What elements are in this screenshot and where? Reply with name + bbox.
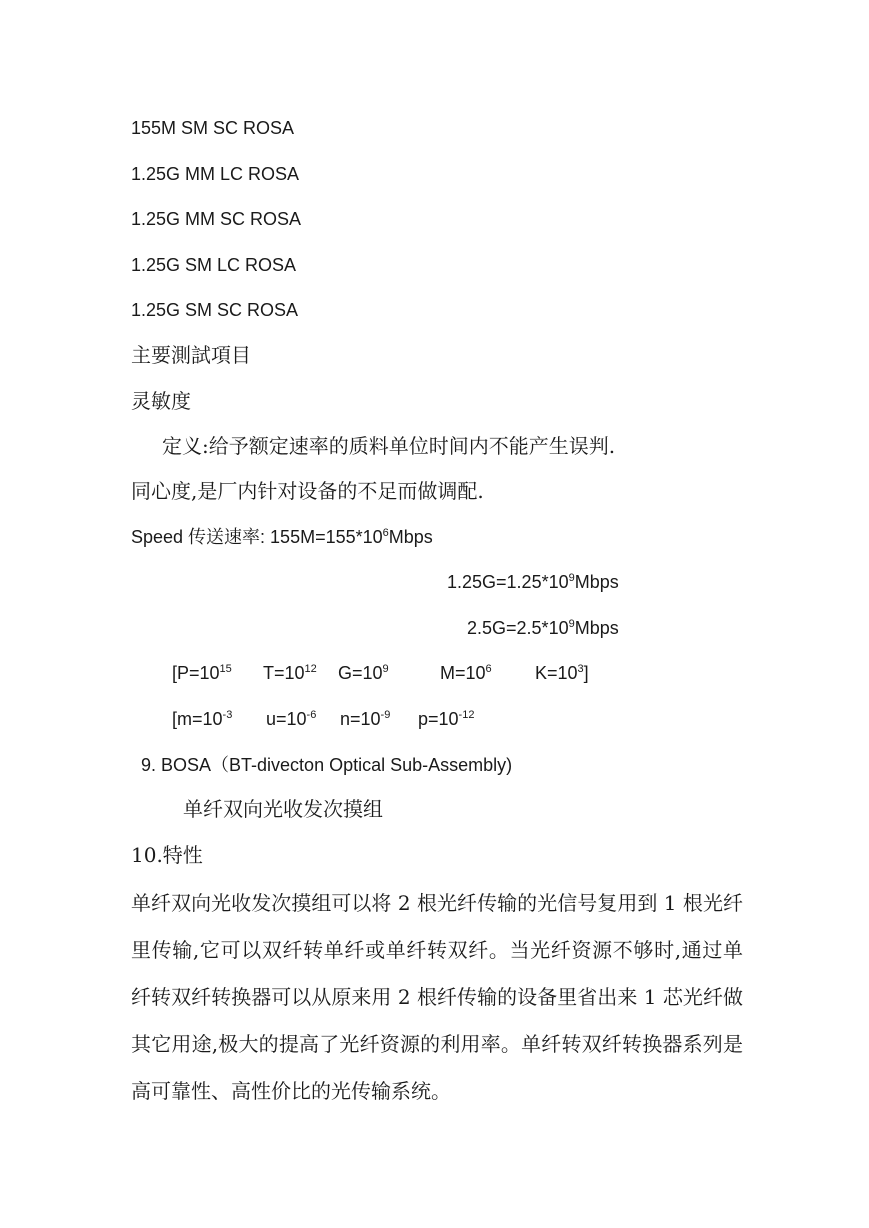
product-line-5: 1.25G SM SC ROSA bbox=[131, 300, 299, 320]
prefix-giga: $G=10^9$ bbox=[338, 663, 389, 683]
test-items-heading: 主要測試項目 bbox=[131, 343, 251, 367]
prefix-pico: $p=10^{-12}$ bbox=[418, 709, 475, 729]
speed-exp-3: 9 bbox=[568, 618, 575, 630]
speed-base-2: 1.25G=1.25*10 bbox=[447, 572, 569, 592]
speed-label: Speed 传送速率: 155M=155*10 bbox=[131, 527, 383, 547]
product-line-1: 155M SM SC ROSA bbox=[131, 118, 295, 138]
prefix-tera: $T=10^{12}$ bbox=[263, 663, 317, 683]
speed-line-3 bbox=[467, 616, 619, 640]
speed-unit-2: Mbps bbox=[574, 572, 619, 592]
speed-exp-2: 9 bbox=[568, 572, 575, 584]
speed-base-3: 2.5G=2.5*10 bbox=[467, 618, 569, 638]
speed-unit-3: Mbps bbox=[574, 618, 619, 638]
product-line-4: 1.25G SM LC ROSA bbox=[131, 255, 297, 275]
sensitivity-heading: 灵敏度 bbox=[131, 389, 191, 413]
features-paragraph: 单纤双向光收发次摸组可以将 2 根光纤传输的光信号复用到 1 根光纤里传输,它可以双纤转单纤或单纤转双纤。当光纤资源不够时,通过单纤转双纤转换器可以从原来用 2 根纤传输的设备里省出来 1 芯光纤做其它用途,极大的提高了光纤资源的利用率。单纤转双纤转换器系列是高可靠性、高性价比的光传输系统。 bbox=[131, 891, 743, 1103]
speed-line-1 bbox=[131, 525, 433, 549]
speed-line-2 bbox=[447, 570, 619, 594]
speed-unit-1: Mbps bbox=[388, 527, 433, 547]
prefix-nano: $n=10^{-9}$ bbox=[340, 709, 391, 729]
bosa-heading: 9. BOSA（BT-divecton Optical Sub-Assembly) bbox=[141, 755, 513, 775]
product-line-2: 1.25G MM LC ROSA bbox=[131, 164, 300, 184]
speed-exp-1: 6 bbox=[382, 527, 389, 539]
product-line-3: 1.25G MM SC ROSA bbox=[131, 209, 302, 229]
prefix-micro: $u=10^{-6}$ bbox=[266, 709, 317, 729]
prefix-kilo: $K=10^3$] bbox=[535, 663, 589, 683]
prefix-milli: [$m=10^{-3}$ bbox=[172, 709, 233, 729]
prefix-mega: $M=10^6$ bbox=[440, 663, 492, 683]
definition-text: 定义:给予额定速率的质料单位时间内不能产生误判. bbox=[162, 434, 616, 458]
prefix-peta: [$P=10^{15}$ bbox=[172, 663, 232, 683]
bosa-subtitle: 单纤双向光收发次摸组 bbox=[183, 797, 383, 821]
features-heading: 10.特性 bbox=[131, 843, 203, 867]
concentricity-text: 同心度,是厂内针对设备的不足而做调配. bbox=[131, 479, 484, 503]
